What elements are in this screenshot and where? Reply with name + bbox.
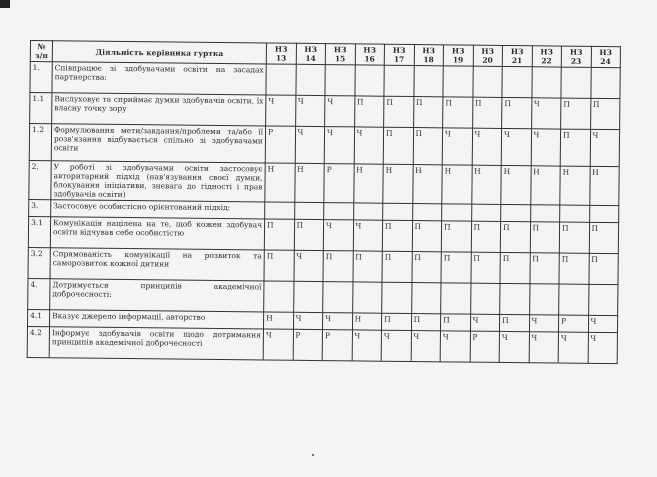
- rating-cell: [471, 204, 501, 221]
- col-header-ns: НЗ 24: [591, 46, 621, 67]
- rating-cell: Р: [293, 329, 323, 360]
- rating-cell: [294, 202, 324, 219]
- col-header-ns: НЗ 19: [443, 45, 473, 66]
- rating-cell: [384, 65, 414, 96]
- rating-cell: Ч: [588, 332, 618, 363]
- col-header-ns: НЗ 16: [355, 44, 385, 65]
- rating-cell: Ч: [411, 331, 441, 362]
- rating-cell: Ч: [470, 314, 500, 331]
- col-header-ns: НЗ 20: [473, 45, 503, 66]
- rating-cell: П: [354, 96, 384, 127]
- scan-corner-mark: [0, 0, 10, 8]
- rating-cell: П: [589, 222, 619, 253]
- rating-cell: П: [590, 98, 620, 129]
- rating-cell: [529, 284, 559, 315]
- rating-cell: П: [500, 221, 530, 252]
- rating-cell: Ч: [266, 95, 296, 126]
- table-row: [29, 124, 619, 167]
- rating-cell: П: [352, 251, 382, 282]
- rating-cell: П: [500, 252, 530, 283]
- rating-cell: [382, 282, 412, 313]
- row-activity-text: Формулювання мети/завдання/проблеми та/або її розв'язання відбувається спільно зі здобувачами освіти: [51, 124, 265, 163]
- rating-cell: П: [382, 220, 412, 251]
- rating-cell: Ч: [323, 220, 353, 251]
- rating-cell: Ч: [295, 95, 325, 126]
- rating-cell: Ч: [529, 332, 559, 363]
- rating-cell: П: [413, 97, 443, 128]
- rating-cell: [354, 65, 384, 96]
- rating-cell: [561, 67, 591, 98]
- rating-cell: Ч: [590, 129, 620, 166]
- rating-cell: Ч: [353, 220, 383, 251]
- rating-cell: Р: [265, 126, 295, 163]
- rating-cell: Ч: [499, 331, 529, 362]
- row-activity-text: Вказує джерело інформації, авторство: [49, 310, 263, 329]
- rating-cell: П: [264, 219, 294, 250]
- rating-cell: Н: [530, 166, 560, 205]
- rating-cell: П: [470, 252, 500, 283]
- rating-cell: П: [559, 253, 589, 284]
- rating-cell: Ч: [501, 128, 531, 165]
- rating-cell: Н: [352, 313, 382, 330]
- rating-cell: [442, 204, 472, 221]
- rating-cell: Н: [501, 165, 531, 204]
- col-header-ns: НЗ 18: [414, 45, 444, 66]
- rating-cell: Н: [263, 312, 293, 329]
- rating-cell: [560, 205, 590, 222]
- row-activity-text: Вислуховує та сприймає думки здобувачів освіти, їх власну точку зору: [52, 93, 266, 126]
- rating-cell: [353, 203, 383, 220]
- rating-cell: Р: [324, 164, 354, 203]
- rating-cell: Ч: [325, 96, 355, 127]
- rating-cell: П: [560, 129, 590, 166]
- rating-cell: Ч: [588, 315, 618, 332]
- rating-cell: П: [382, 251, 412, 282]
- table-row: [27, 326, 617, 363]
- rating-cell: П: [530, 222, 560, 253]
- rating-cell: Ч: [293, 312, 323, 329]
- rating-cell: Н: [383, 164, 413, 203]
- rating-cell: [295, 64, 325, 95]
- rating-cell: П: [499, 314, 529, 331]
- col-header-ns: НЗ 21: [502, 45, 532, 66]
- row-number: 4.1: [27, 309, 49, 326]
- col-header-num: № з/п: [30, 41, 52, 62]
- rating-cell: П: [413, 128, 443, 165]
- rating-cell: Ч: [324, 127, 354, 164]
- rating-cell: [500, 283, 530, 314]
- row-number: 3.: [29, 199, 51, 216]
- row-number: 3.1: [28, 216, 50, 247]
- row-number: 3.2: [28, 247, 50, 278]
- rating-cell: Ч: [531, 98, 561, 129]
- rating-cell: [266, 64, 296, 95]
- rating-cell: [383, 203, 413, 220]
- col-header-ns: НЗ 14: [296, 43, 326, 64]
- rating-cell: П: [561, 98, 591, 129]
- rating-cell: Н: [442, 165, 472, 204]
- rating-cell: Ч: [295, 126, 325, 163]
- rating-cell: [472, 66, 502, 97]
- rating-cell: Ч: [442, 128, 472, 165]
- rating-cell: Ч: [354, 127, 384, 164]
- document-page: [27, 40, 620, 364]
- rating-cell: П: [471, 221, 501, 252]
- rating-cell: П: [412, 221, 442, 252]
- col-header-ns: НЗ 13: [266, 43, 296, 64]
- rating-cell: Н: [589, 166, 619, 205]
- rating-cell: Н: [471, 165, 501, 204]
- row-activity-text: Співпрацює зі здобувачами освіти на засадах партнерства:: [52, 62, 266, 95]
- rating-cell: Ч: [381, 330, 411, 361]
- rating-cell: Ч: [529, 315, 559, 332]
- rating-cell: П: [559, 222, 589, 253]
- rating-cell: П: [264, 250, 294, 281]
- rating-cell: [324, 203, 354, 220]
- rating-cell: [441, 283, 471, 314]
- rating-cell: [470, 283, 500, 314]
- rating-cell: [411, 283, 441, 314]
- row-number: 2.: [29, 160, 51, 199]
- rating-cell: П: [381, 313, 411, 330]
- row-activity-text: Інформує здобувачів освіти щодо дотримання принципів академічної доброчесності: [49, 327, 263, 360]
- col-header-ns: НЗ 22: [532, 46, 562, 67]
- rating-cell: [589, 205, 619, 222]
- rating-cell: Ч: [352, 330, 382, 361]
- table-body: [27, 62, 620, 364]
- rating-cell: П: [411, 252, 441, 283]
- rating-cell: П: [441, 221, 471, 252]
- rating-cell: П: [411, 314, 441, 331]
- rating-cell: П: [443, 97, 473, 128]
- col-header-ns: НЗ 15: [325, 44, 355, 65]
- rating-cell: П: [588, 253, 618, 284]
- rating-cell: [325, 65, 355, 96]
- rating-cell: [590, 67, 620, 98]
- rating-cell: П: [529, 253, 559, 284]
- rating-cell: П: [384, 96, 414, 127]
- row-activity-text: Застосовує особистісно орієнтований підхід:: [51, 200, 265, 219]
- col-header-ns: НЗ 17: [384, 44, 414, 65]
- rating-cell: [502, 66, 532, 97]
- row-number: 1.1: [30, 93, 52, 124]
- rating-cell: П: [441, 252, 471, 283]
- rating-cell: Ч: [531, 129, 561, 166]
- row-number: 4.2: [27, 326, 49, 357]
- row-activity-text: Дотримується принципів академічної доброчесності:: [50, 279, 264, 312]
- row-number: 1.: [30, 62, 52, 93]
- rating-cell: П: [383, 127, 413, 164]
- rating-cell: Н: [560, 166, 590, 205]
- col-header-activity: Діяльність керівника гуртка: [52, 41, 266, 64]
- rating-cell: [413, 66, 443, 97]
- rating-cell: Ч: [293, 250, 323, 281]
- rating-cell: Н: [412, 165, 442, 204]
- rating-cell: Н: [265, 163, 295, 202]
- rating-cell: [293, 281, 323, 312]
- rating-cell: П: [502, 97, 532, 128]
- rating-cell: [443, 66, 473, 97]
- rating-cell: Ч: [322, 313, 352, 330]
- rating-cell: Ч: [440, 331, 470, 362]
- rating-cell: Р: [470, 331, 500, 362]
- row-activity-text: У роботі зі здобувачами освіти застосовує авторитарний підхід (нав'язування своєї думки, блокування ініціативи, зневага до гідності і прав здобувачів освіти): [51, 161, 265, 202]
- row-activity-text: Комунікація націлена на те, щоб кожен здобувач освіти відчував себе особистістю: [50, 217, 264, 250]
- row-number: 1.2: [29, 124, 51, 161]
- row-activity-text: Спрямованість комунікації на розвиток та саморозвиток кожної дитини: [50, 248, 264, 281]
- rating-cell: Н: [294, 163, 324, 202]
- rating-cell: П: [440, 314, 470, 331]
- rating-cell: [530, 205, 560, 222]
- rating-cell: [559, 284, 589, 315]
- rating-cell: [412, 204, 442, 221]
- observation-table: [27, 40, 621, 364]
- rating-cell: Р: [558, 315, 588, 332]
- rating-cell: П: [323, 251, 353, 282]
- rating-cell: [265, 202, 295, 219]
- rating-cell: [264, 281, 294, 312]
- rating-cell: [323, 282, 353, 313]
- rating-cell: П: [472, 97, 502, 128]
- rating-cell: [352, 282, 382, 313]
- rating-cell: Р: [322, 330, 352, 361]
- table-row: [29, 160, 619, 205]
- rating-cell: Ч: [472, 128, 502, 165]
- rating-cell: Ч: [263, 329, 293, 360]
- rating-cell: Ч: [558, 332, 588, 363]
- rating-cell: [588, 284, 618, 315]
- col-header-ns: НЗ 23: [561, 46, 591, 67]
- row-number: 4.: [28, 278, 50, 309]
- rating-cell: П: [294, 219, 324, 250]
- rating-cell: Н: [353, 164, 383, 203]
- scan-speck: [312, 454, 314, 456]
- rating-cell: [501, 204, 531, 221]
- rating-cell: [531, 67, 561, 98]
